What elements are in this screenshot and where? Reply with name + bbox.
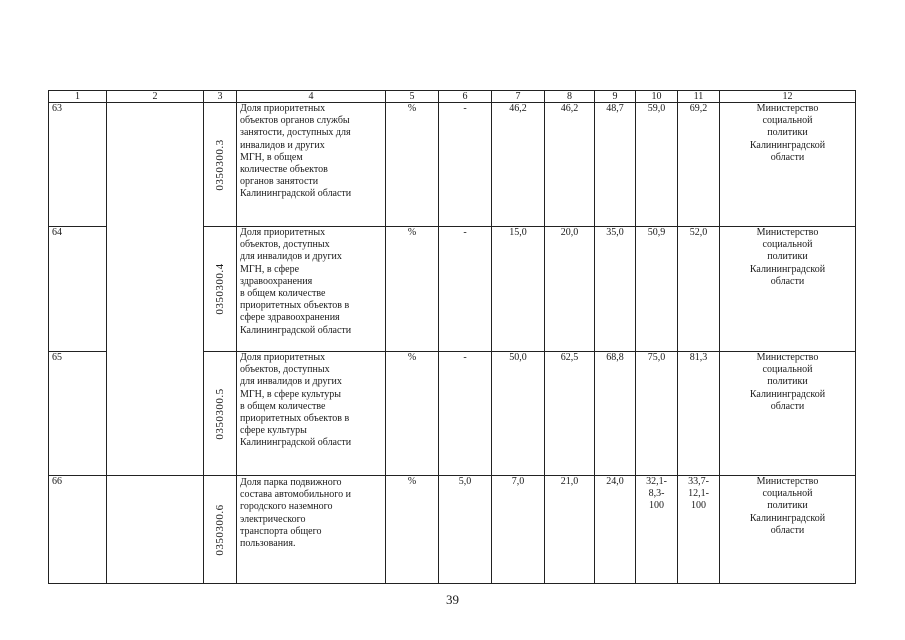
indicator-description [237,476,386,584]
column-number: 9 [595,91,636,103]
description-line: органов занятости [240,176,319,188]
description-line: состава автомобильного и [240,489,351,501]
value-line: 100 [691,500,706,512]
value-line: 32,1- [646,476,667,487]
description-line: здравоохранения [240,275,313,287]
value-line: 8,3- [648,488,665,500]
value-col7: 15,0 [492,227,545,352]
row-number: 63 [49,103,107,227]
description-line: МГН, в сфере культуры [240,388,341,400]
value-col11 [678,227,720,352]
page-number: 39 [446,592,459,607]
description-line: занятости, доступных для [240,127,351,139]
indicator-code [204,476,237,584]
value-line: 69,2 [689,103,708,114]
unit-cell: % [386,476,439,584]
ministry-line: социальной [762,115,813,127]
description-line: для инвалидов и других [240,251,342,263]
value-col11 [678,352,720,476]
value-col7: 50,0 [492,352,545,476]
value-col8: 62,5 [545,352,595,476]
value-col6: - [439,352,492,476]
ministry-line: области [770,400,805,412]
description-line: приоритетных объектов в [240,300,350,312]
ministry-line: социальной [762,239,813,251]
ministry-line: области [770,151,805,163]
value-col6: - [439,103,492,227]
empty-column-2 [107,103,204,476]
description-line: сфере культуры [240,425,307,437]
column-number: 2 [107,91,204,103]
column-number: 10 [636,91,678,103]
ministry-line: Министерство [756,227,819,238]
description-line: в общем количестве [240,288,326,300]
value-col6: 5,0 [439,476,492,584]
description-line: приоритетных объектов в [240,413,350,425]
column-number: 12 [720,91,856,103]
description-line: Доля парка подвижного [240,477,342,488]
unit-cell: % [386,103,439,227]
value-line: 75,0 [647,352,666,363]
ministry-line: Калининградской [749,263,826,275]
value-col8: 21,0 [545,476,595,584]
description-line: сфере здравоохранения [240,312,340,324]
value-line: 100 [649,500,664,512]
ministry-line: Министерство [756,352,819,363]
indicator-code [204,352,237,476]
column-number: 5 [386,91,439,103]
value-col10 [636,103,678,227]
description-line: Доля приоритетных [240,227,326,238]
indicator-code-text: 0350300.4 [213,263,226,315]
value-line: 12,1- [688,488,709,500]
ministry-line: социальной [762,364,813,376]
column-number: 1 [49,91,107,103]
row-number: 64 [49,227,107,352]
table-row [49,103,856,227]
description-line: объектов, доступных [240,239,330,251]
value-col9: 48,7 [595,103,636,227]
value-col7: 7,0 [492,476,545,584]
description-line: объектов органов службы [240,115,350,127]
ministry-line: политики [767,376,808,388]
description-line: Калининградской области [240,188,352,200]
column-number: 11 [678,91,720,103]
description-line: объектов, доступных [240,364,330,376]
ministry-line: Министерство [756,476,819,487]
value-line: 50,9 [647,227,666,238]
description-line: городского наземного [240,501,333,513]
row-number: 65 [49,352,107,476]
value-col9: 35,0 [595,227,636,352]
value-col11 [678,476,720,584]
column-number: 3 [204,91,237,103]
description-line: пользования. [240,538,296,550]
description-line: Калининградской области [240,437,352,449]
ministry-line: Калининградской [749,512,826,524]
indicator-description [237,352,386,476]
ministry-line: политики [767,251,808,263]
value-col10 [636,476,678,584]
row-number: 66 [49,476,107,584]
description-line: для инвалидов и других [240,376,342,388]
description-line: Доля приоритетных [240,352,326,363]
value-col6: - [439,227,492,352]
ministry-line: политики [767,127,808,139]
value-col9: 24,0 [595,476,636,584]
ministry-line: области [770,275,805,287]
indicator-code-text: 0350300.3 [213,138,226,191]
value-col8: 20,0 [545,227,595,352]
description-line: МГН, в сфере [240,263,300,275]
column-number: 6 [439,91,492,103]
responsible-ministry [720,227,856,352]
description-line: МГН, в общем [240,151,303,163]
column-number: 7 [492,91,545,103]
value-col8: 46,2 [545,103,595,227]
column-number: 8 [545,91,595,103]
description-line: электрического [240,513,306,525]
value-line: 52,0 [689,227,708,238]
description-line: Доля приоритетных [240,103,326,114]
description-line: количестве объектов [240,164,328,176]
description-line: в общем количестве [240,400,326,412]
indicator-code-text: 0350300.5 [213,387,226,440]
value-col9: 68,8 [595,352,636,476]
ministry-line: политики [767,500,808,512]
value-line: 81,3 [689,352,708,363]
indicator-table [48,90,856,584]
description-line: инвалидов и других [240,139,325,151]
responsible-ministry [720,476,856,584]
ministry-line: Министерство [756,103,819,114]
responsible-ministry [720,352,856,476]
column-number: 4 [237,91,386,103]
value-line: 59,0 [647,103,666,114]
empty-column-2 [107,476,204,584]
value-col11 [678,103,720,227]
value-col10 [636,227,678,352]
unit-cell: % [386,352,439,476]
indicator-code-text: 0350300.6 [213,503,226,556]
ministry-line: Калининградской [749,139,826,151]
value-col7: 46,2 [492,103,545,227]
description-line: Калининградской области [240,324,352,336]
ministry-line: социальной [762,488,813,500]
indicator-code [204,227,237,352]
table-row [49,476,856,584]
ministry-line: Калининградской [749,388,826,400]
indicator-description [237,103,386,227]
responsible-ministry [720,103,856,227]
indicator-code [204,103,237,227]
column-number-row [49,91,856,103]
value-line: 33,7- [688,476,709,487]
unit-cell: % [386,227,439,352]
indicator-description [237,227,386,352]
description-line: транспорта общего [240,525,322,537]
ministry-line: области [770,524,805,536]
value-col10 [636,352,678,476]
